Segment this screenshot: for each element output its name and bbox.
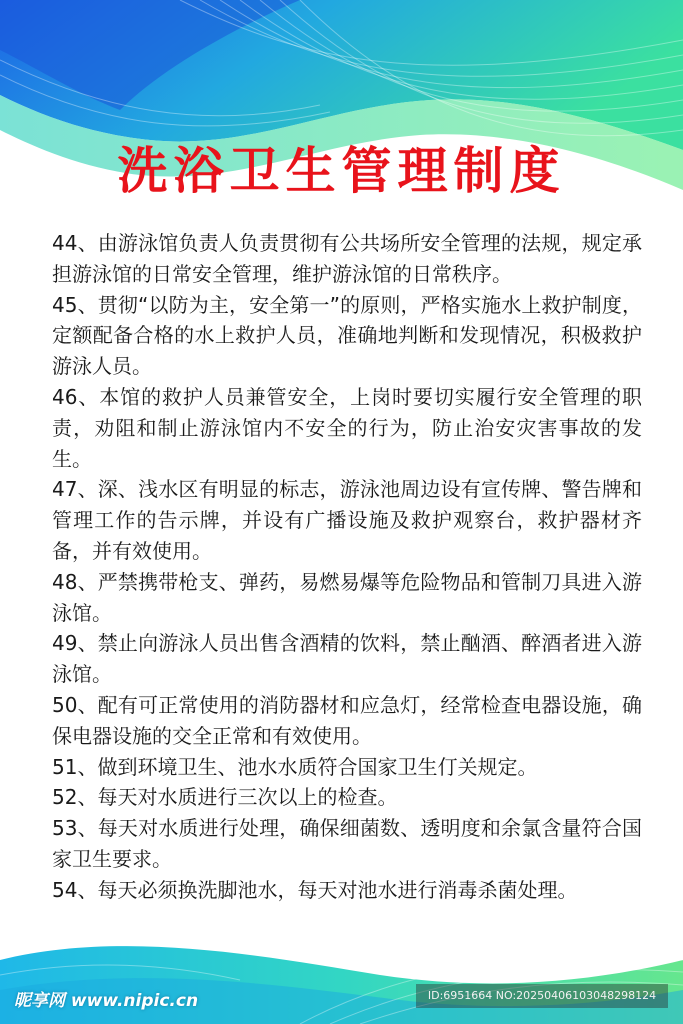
rule-item-53: 53、每天对水质进行处理，确保细菌数、透明度和余氯含量符合国家卫生要求。: [52, 816, 642, 871]
rule-item-47: 47、深、浅水区有明显的标志，游泳池周边设有宣传牌、警告牌和管理工作的告示牌，并设有广播设施及救护观察台，救护器材齐备，并有效使用。: [52, 477, 642, 563]
rule-item-54: 54、每天必须换洗脚池水，每天对池水进行消毒杀菌处理。: [52, 877, 578, 902]
rule-item-46: 46、本馆的救护人员兼管安全，上岗时要切实履行安全管理的职责，劝阻和制止游泳馆内不安全的行为，防止治安灾害事故的发生。: [52, 384, 642, 471]
watermark-site: 昵享网 www.nipic.cn: [14, 991, 199, 1011]
page-title: 洗浴卫生管理制度: [117, 142, 566, 200]
rule-item-51: 51、做到环境卫生、池水水质符合国家卫生仃关规定。: [52, 754, 538, 779]
rule-item-44: 44、由游泳馆负责人负责贯彻有公共场所安全管理的法规，规定承担游泳馆的日常安全管理，维护游泳馆的日常秩序。: [52, 231, 642, 286]
rules-list: [52, 228, 642, 906]
rule-item-49: 49、禁止向游泳人员出售含酒精的饮料，禁止酗酒、醉酒者进入游泳馆。: [52, 631, 642, 687]
rule-item-50: 50、配有可正常使用的消防器材和应急灯，经常检查电器设施，确保电器设施的交全正常和有效使用。: [52, 692, 642, 748]
rule-item-45: 45、贯彻“以防为主，安全第一”的原则，严格实施水上救护制度，定额配备合格的水上救护人员，准确地判断和发现情况，积极救护游泳人员。: [52, 292, 642, 379]
rule-item-48: 48、严禁携带枪支、弹药，易燃易爆等危险物品和管制刀具进入游泳馆。: [52, 569, 642, 625]
watermark-id: ID:6951664 NO:20250406103048298124: [416, 984, 668, 1008]
rule-item-52: 52、每天对水质进行三次以上的检查。: [52, 785, 398, 810]
